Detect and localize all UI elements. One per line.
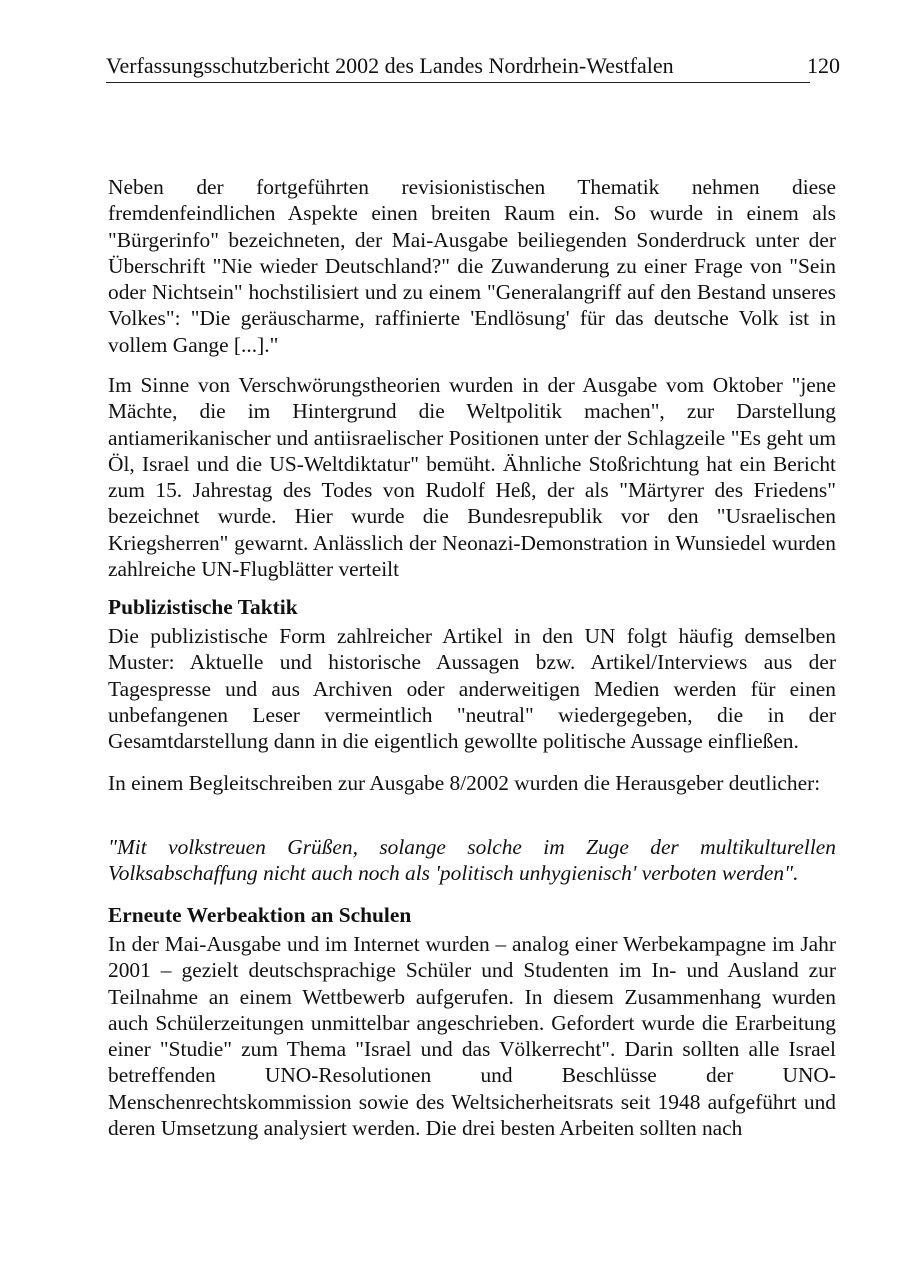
- page-number: 120: [807, 53, 840, 78]
- heading-publizistische-taktik: Publizistische Taktik: [108, 595, 298, 619]
- paragraph-publizistische-form: Die publizistische Form zahlreicher Artikel in den UN folgt häufig demselben Muster: Aktuelle und historische Aussagen bzw. Artikel/Interviews aus der Tagespresse und aus Archiven oder anderweitigen Medien werden für einen unbefangenen Leser vermeintlich "neutral" wiedergegeben, die in der Gesamtdarstellung dann in die eigentlich gewollte politische Aussage einfließen.: [108, 624, 836, 754]
- running-header: [106, 52, 840, 83]
- header-title: Verfassungsschutzbericht 2002 des Landes Nordrhein-Westfalen: [106, 53, 674, 78]
- heading-werbeaktion-schulen: Erneute Werbeaktion an Schulen: [108, 903, 412, 927]
- paragraph-begleitschreiben: In einem Begleitschreiben zur Ausgabe 8/2002 wurden die Herausgeber deutlicher:: [108, 771, 821, 795]
- quote-volkstreue-gruesse: "Mit volkstreuen Grüßen, solange solche im Zuge der multikulturellen Volksabschaffung nicht auch noch als 'politisch unhygienisch' verboten werden".: [108, 835, 836, 886]
- paragraph-verschwoerungstheorien: Im Sinne von Verschwörungstheorien wurden in der Ausgabe vom Oktober "jene Mächte, die im Hintergrund die Weltpolitik machen", zur Darstellung antiamerikanischer und antiisraelischer Positionen unter der Schlagzeile "Es geht um Öl, Israel und die US-Weltdiktatur" bemüht. Ähnliche Stoßrichtung hat ein Bericht zum 15. Jahrestag des Todes von Rudolf Heß, der als "Märtyrer des Friedens" bezeichnet wurde. Hier wurde die Bundesrepublik vor den "Usraelischen Kriegsherren" gewarnt. Anlässlich der Neonazi-Demonstration in Wunsiedel wurden zahlreiche UN-Flugblätter verteilt: [108, 373, 836, 582]
- paragraph-fremdenfeindliche-aspekte: Neben der fortgeführten revisionistischen Thematik nehmen diese fremdenfeindlichen Aspekte einen breiten Raum ein. So wurde in einem als "Bürgerinfo" bezeichneten, der Mai-Ausgabe beiliegenden Sonderdruck unter der Überschrift "Nie wieder Deutschland?" die Zuwanderung zu einer Frage von "Sein oder Nichtsein" hochstilisiert und zu einem "Generalangriff auf den Bestand unseres Volkes": "Die geräuscharme, raffinierte 'Endlösung' für das deutsche Volk ist in vollem Gange [...].": [108, 175, 836, 357]
- paragraph-werbeaktion: In der Mai-Ausgabe und im Internet wurden – analog einer Werbekampagne im Jahr 2001 – gezielt deutschsprachige Schüler und Studenten im In- und Ausland zur Teilnahme an einem Wettbewerb aufgerufen. In diesem Zusammenhang wurden auch Schülerzeitungen unmittelbar angeschrieben. Gefordert wurde die Erarbeitung einer "Studie" zum Thema "Israel und das Völkerrecht". Darin sollten alle Israel betreffenden UNO-Resolutionen und Beschlüsse der UNO-Menschenrechtskommission sowie des Weltsicherheitsrats seit 1948 aufgeführt und deren Umsetzung analysiert werden. Die drei besten Arbeiten sollten nach: [108, 932, 836, 1141]
